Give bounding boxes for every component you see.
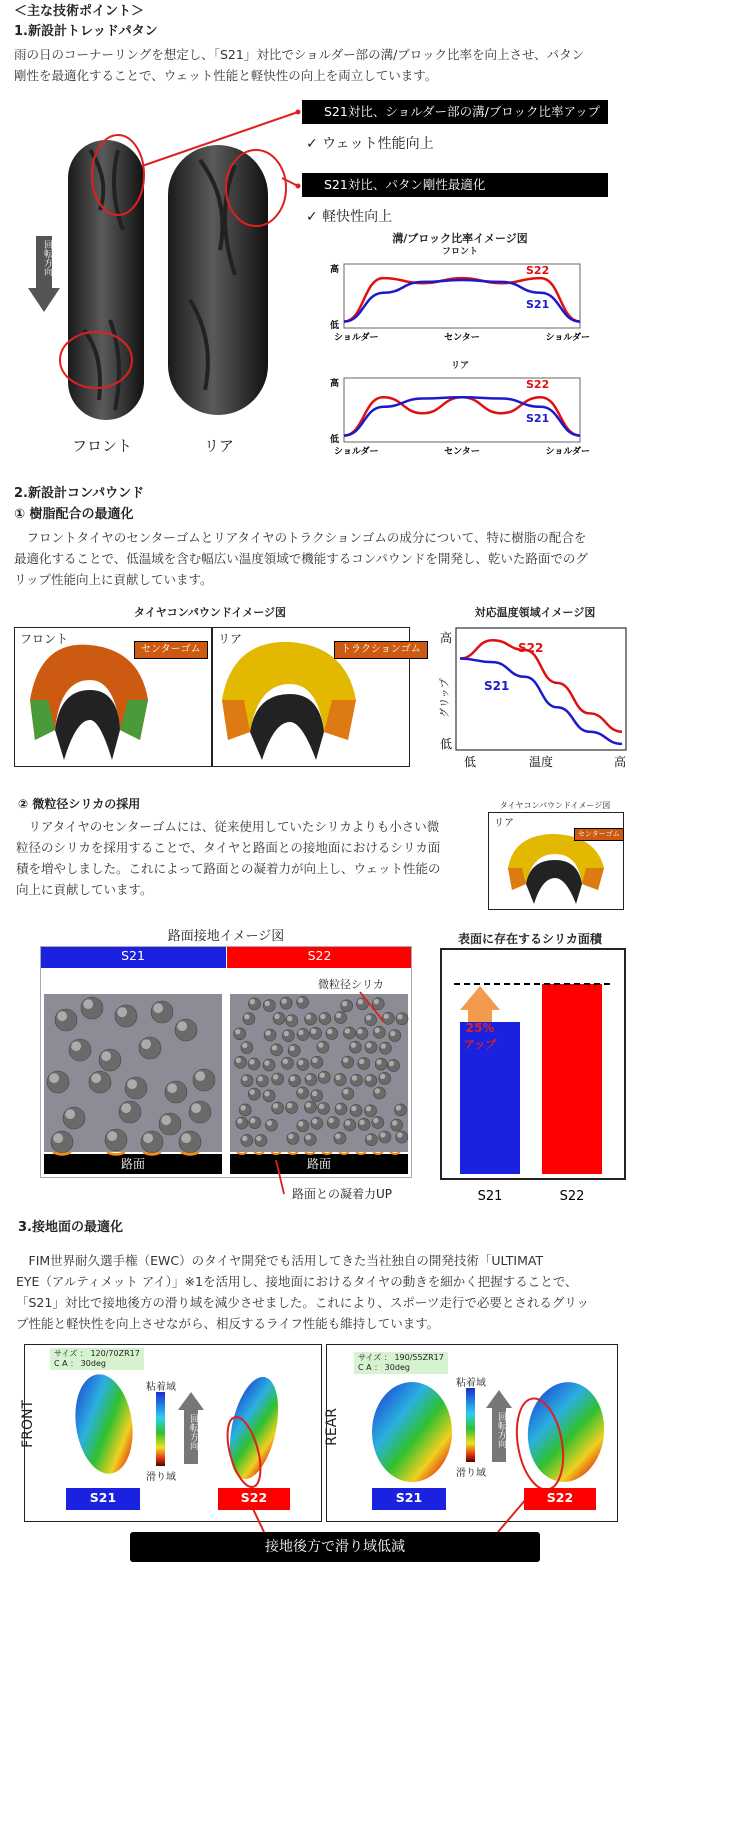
section3-body-2: EYE（アルティメット アイ）」※1を活用し、接地面におけるタイヤの動きを細かく把握することで、 — [16, 1274, 578, 1289]
front-rotation-label: 回転方向 — [188, 1414, 198, 1450]
series-label-s21: S21 — [526, 298, 550, 311]
compound-image-title: タイヤコンパウンドイメージ図 — [133, 606, 287, 619]
rear-s21-tag: S21 — [372, 1488, 446, 1510]
compound-front-label: フロント — [20, 632, 69, 646]
x-tick-label: センター — [444, 333, 480, 343]
front-s21-footprint — [69, 1371, 138, 1478]
road-label-s22: 路面 — [306, 1157, 331, 1171]
front-stick-label: 粘着域 — [146, 1382, 176, 1393]
y-tick-low: 低 — [330, 321, 340, 331]
adhesion-label: 路面との凝着力UP — [292, 1187, 393, 1201]
small-compound-rear-label: リア — [494, 818, 514, 829]
series-label-s22: S22 — [518, 641, 544, 655]
section3-body-4: プ性能と軽快性を向上させながら、相反するライフ性能も維持しています。 — [16, 1316, 440, 1331]
rear-ca: C A ： 30deg — [358, 1363, 410, 1372]
road-contact-title: 路面接地イメージ図 — [167, 929, 285, 944]
y-axis-label: グリップ — [440, 678, 451, 718]
y-tick-high: 高 — [440, 631, 453, 645]
rear-s21-footprint — [372, 1382, 452, 1482]
bottom-banner: 接地後方で滑り域低減 — [130, 1532, 540, 1562]
front-s22-tag: S22 — [218, 1488, 290, 1510]
y-tick-low: 低 — [440, 737, 453, 751]
center-gum-tag: センターゴム — [134, 641, 208, 659]
y-tick-high: 高 — [330, 379, 340, 389]
rear-stick-label: 粘着域 — [456, 1378, 486, 1389]
small-center-gum-tag: センターゴム — [574, 828, 624, 841]
page-heading: ＜主な技術ポイント＞ — [14, 4, 145, 19]
front-tyre-label: フロント — [72, 437, 133, 455]
increase-pct-label: 25% — [465, 1021, 495, 1035]
ratio-chart-title: 溝/ブロック比率イメージ図 — [392, 232, 528, 245]
y-tick-high: 高 — [330, 265, 340, 275]
rear-tyre-label: リア — [204, 437, 235, 455]
section2-body2-1: リアタイヤのセンターゴムには、従来使用していたシリカよりも小さい微 — [16, 819, 440, 834]
rotation-label: 回転方向 — [42, 240, 52, 276]
section2-body2-2: 粒径のシリカを採用することで、タイヤと路面との接地面におけるシリカ面 — [16, 840, 441, 855]
section2-body1-2: 最適化することで、低温域を含む幅広い温度領域で機能するコンパウンドを開発し、乾いた路面でのグ — [14, 551, 588, 566]
front-side-label: FRONT — [20, 1400, 36, 1448]
x-tick-label: ショルダー — [545, 447, 590, 457]
section3-body-1: FIM世界耐久選手権（EWC）のタイヤ開発でも活用してきた当社独自の開発技術「ULTIMAT — [16, 1253, 544, 1268]
section2-body2-3: 積を増やしました。これによって路面との凝着力が向上し、ウェット性能の — [16, 861, 441, 876]
x-tick-label: ショルダー — [334, 447, 379, 457]
micro-silica-label: 微粒径シリカ — [318, 978, 384, 991]
x-axis-label: 温度 — [528, 755, 554, 769]
series-label-s21: S21 — [484, 679, 510, 693]
silica-chart-title: 表面に存在するシリカ面積 — [458, 932, 602, 946]
section3-body-3: 「S21」対比で接地後方の滑り域を減少させました。これにより、スポーツ走行で必要とされるグリッ — [16, 1295, 589, 1310]
callout-bar-rigidity: S21対比、パタン剛性最適化 — [302, 173, 608, 197]
front-ca: C A ： 30deg — [54, 1359, 106, 1368]
callout-bar-ratio: S21対比、ショルダー部の溝/ブロック比率アップ — [302, 100, 608, 124]
check-agility: ✓ 軽快性向上 — [306, 209, 393, 225]
increase-up-label: アップ — [463, 1038, 497, 1051]
rear-size: サイズ ： 190/55ZR17 — [358, 1353, 444, 1362]
ratio-chart-rear-title: リア — [450, 361, 469, 371]
rear-s22-footprint — [523, 1378, 609, 1485]
front-size: サイズ ： 120/70ZR17 — [54, 1349, 140, 1358]
rear-s22-tag: S22 — [524, 1488, 596, 1510]
series-label-s22: S22 — [526, 264, 550, 277]
section2-sub2: ② 微粒径シリカの採用 — [18, 797, 141, 811]
s22-header: S22 — [227, 946, 412, 968]
check-wet-performance: ✓ ウェット性能向上 — [306, 136, 434, 152]
traction-gum-tag: トラクションゴム — [334, 641, 428, 659]
x-tick-label: センター — [444, 447, 480, 457]
bar-label-s21: S21 — [477, 1189, 503, 1204]
front-scale-bar — [156, 1392, 165, 1466]
section2-sub1: ① 樹脂配合の最適化 — [14, 507, 134, 522]
series-label-s22: S22 — [526, 378, 550, 391]
rear-slip-label: 滑り域 — [456, 1468, 486, 1479]
section2-body1-1: フロントタイヤのセンターゴムとリアタイヤのトラクションゴムの成分について、特に樹脂の配合を — [14, 530, 587, 545]
section2-body1-3: リップ性能向上に貢献しています。 — [14, 572, 213, 587]
road-label-s21: 路面 — [120, 1157, 145, 1171]
s21-header: S21 — [40, 946, 226, 968]
section2-title: 2.新設計コンパウンド — [14, 486, 145, 501]
front-s21-tag: S21 — [66, 1488, 140, 1510]
x-tick-label: ショルダー — [334, 333, 379, 343]
front-s22-footprint — [222, 1373, 287, 1484]
section3-title: 3.接地面の最適化 — [18, 1220, 123, 1235]
rear-scale-bar — [466, 1388, 475, 1462]
series-label-s21: S21 — [526, 412, 550, 425]
section2-body2-4: 向上に貢献しています。 — [16, 882, 153, 897]
ratio-chart-front-title: フロント — [441, 247, 478, 257]
bar-label-s22: S22 — [559, 1189, 585, 1204]
compound-rear-label: リア — [218, 632, 243, 646]
temp-chart-title: 対応温度領域イメージ図 — [474, 606, 596, 619]
section1-title: 1.新設計トレッドパタン — [14, 24, 158, 39]
small-compound-title: タイヤコンパウンドイメージ図 — [499, 801, 611, 810]
section1-body-1: 雨の日のコーナーリングを想定し、「S21」対比でショルダー部の溝/ブロック比率を向上させ、パタン — [14, 47, 585, 62]
rear-side-label: REAR — [324, 1408, 340, 1446]
x-tick-label: ショルダー — [545, 333, 590, 343]
x-tick-high: 高 — [613, 755, 627, 769]
section1-body-2: 剛性を最適化することで、ウェット性能と軽快性の向上を両立しています。 — [14, 68, 438, 83]
x-tick-low: 低 — [463, 755, 477, 769]
rear-rotation-label: 回転方向 — [496, 1412, 506, 1448]
front-slip-label: 滑り域 — [146, 1472, 176, 1483]
y-tick-low: 低 — [330, 435, 340, 445]
